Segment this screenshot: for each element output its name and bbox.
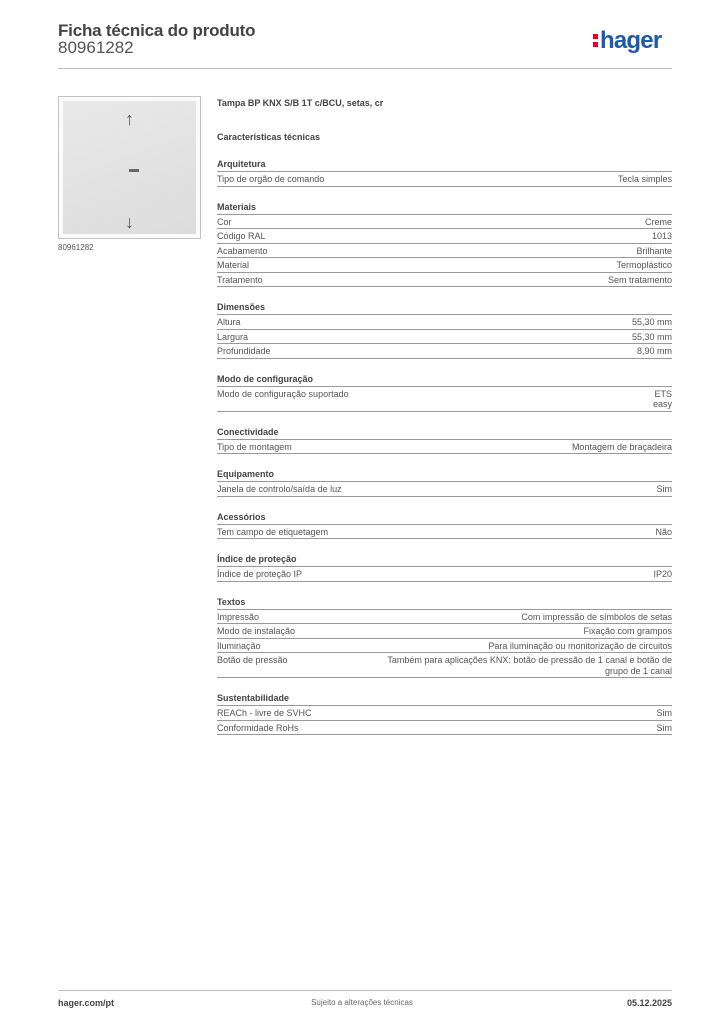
- spec-group: [217, 374, 672, 412]
- spec-value: [352, 484, 672, 495]
- spec-value: [305, 626, 672, 637]
- spec-label: Modo de instalação: [217, 626, 296, 636]
- group-title: Conectividade: [217, 427, 672, 440]
- spec-label: REACh - livre de SVHC: [217, 708, 312, 718]
- group-title: Acessórios: [217, 512, 672, 525]
- spec-label: Altura: [217, 317, 241, 327]
- footer-divider: [58, 990, 672, 991]
- group-title: Índice de proteção: [217, 554, 672, 567]
- spec-content: [217, 98, 672, 735]
- group-title: Sustentabilidade: [217, 693, 672, 706]
- spec-value: [276, 231, 672, 242]
- spec-row: [217, 610, 672, 625]
- spec-label: Cor: [217, 216, 232, 227]
- footer-website-link[interactable]: hager.com/pt: [58, 998, 115, 1008]
- spec-value-text: Creme: [644, 216, 672, 227]
- spec-label: Tem campo de etiquetagem: [217, 526, 329, 537]
- spec-value-text: ETS: [654, 388, 672, 399]
- spec-value: [271, 641, 672, 652]
- spec-row: [217, 721, 672, 736]
- spec-row: [217, 273, 672, 288]
- spec-value-text: Não: [655, 526, 672, 537]
- section-heading: Características técnicas: [217, 132, 321, 142]
- spec-value: [273, 275, 672, 286]
- spec-value: [278, 246, 672, 257]
- logo-dots-icon: [593, 32, 599, 48]
- spec-row: [217, 706, 672, 721]
- header-divider: [58, 68, 672, 69]
- spec-value: [242, 217, 672, 228]
- spec-label: Conformidade RoHs: [217, 722, 299, 733]
- spec-row: [217, 344, 672, 359]
- spec-row: [217, 244, 672, 259]
- spec-row: [217, 482, 672, 497]
- spec-group: [217, 202, 672, 288]
- spec-label: Tipo de orgão de comando: [217, 174, 325, 184]
- spec-value: [334, 174, 672, 185]
- group-title: Arquitetura: [217, 159, 672, 172]
- spec-value: [269, 612, 672, 623]
- spec-label: Material: [217, 260, 250, 270]
- spec-value-text: easy: [652, 399, 672, 409]
- spec-label: Índice de proteção IP: [217, 569, 303, 579]
- spec-row: [217, 258, 672, 273]
- spec-group: [217, 554, 672, 582]
- spec-row: [217, 653, 672, 678]
- spec-label: Tipo de montagem: [217, 441, 292, 452]
- spec-value: [281, 346, 672, 357]
- doc-title: Ficha técnica do produto: [58, 21, 256, 40]
- spec-row: [217, 172, 672, 187]
- logo-text: hager: [600, 27, 662, 54]
- spec-group: [217, 597, 672, 679]
- hager-logo[interactable]: [593, 27, 661, 55]
- spec-value: [309, 723, 672, 734]
- spec-group: [217, 693, 672, 735]
- spec-group: [217, 302, 672, 359]
- spec-value: [362, 655, 672, 676]
- spec-label: Impressão: [217, 611, 260, 622]
- spec-value: [251, 317, 672, 328]
- spec-row: [217, 525, 672, 540]
- spec-label: Código RAL: [217, 231, 266, 241]
- group-title: Materiais: [217, 202, 672, 215]
- spec-value-text: 55,30 mm: [631, 331, 672, 342]
- group-title: Equipamento: [217, 469, 672, 482]
- spec-label: Botão de pressão: [217, 655, 288, 665]
- spec-label: Janela de controlo/saída de luz: [217, 484, 342, 494]
- spec-value-text: 8,90 mm: [636, 346, 672, 356]
- spec-value-text: Montagem de braçadeira: [571, 441, 672, 452]
- spec-value: [359, 389, 672, 410]
- product-name: Tampa BP KNX S/B 1T c/BCU, setas, cr: [217, 98, 384, 108]
- spec-value: [302, 442, 672, 453]
- spec-value: [312, 569, 672, 580]
- spec-row: [217, 229, 672, 244]
- product-image: [58, 96, 201, 239]
- spec-value-text: Com impressão de símbolos de setas: [521, 611, 672, 622]
- spec-value-text: Tecla simples: [617, 174, 672, 184]
- spec-group: [217, 159, 672, 187]
- spec-row: [217, 440, 672, 455]
- spec-label: Modo de configuração suportado: [217, 388, 349, 399]
- spec-label: Largura: [217, 331, 249, 342]
- spec-value-text: Fixação com grampos: [583, 626, 672, 636]
- spec-group: [217, 512, 672, 540]
- spec-group: [217, 469, 672, 497]
- cover-plate: [63, 101, 196, 234]
- spec-label: Profundidade: [217, 346, 271, 356]
- image-caption: 80961282: [58, 243, 94, 252]
- spec-value-text: Sem tratamento: [607, 274, 672, 285]
- group-title: Textos: [217, 597, 672, 610]
- spec-value: [259, 260, 672, 271]
- spec-label: Acabamento: [217, 245, 268, 256]
- group-title: Modo de configuração: [217, 374, 672, 387]
- spec-row: [217, 639, 672, 654]
- spec-row: [217, 567, 672, 582]
- spec-value: [338, 527, 672, 538]
- spec-value-text: Sim: [656, 722, 672, 733]
- spec-row: [217, 387, 672, 412]
- spec-value-text: IP20: [653, 569, 672, 579]
- spec-row: [217, 624, 672, 639]
- spec-row: [217, 330, 672, 345]
- spec-value-text: 55,30 mm: [631, 317, 672, 327]
- footer-date: 05.12.2025: [626, 998, 672, 1008]
- spec-value-text: Sim: [656, 484, 672, 494]
- spec-value-text: Sim: [656, 708, 672, 718]
- arrow-up-icon: ↑: [125, 109, 134, 129]
- spec-value-text: Também para aplicações KNX: botão de pressão de 1 canal e botão de grupo de 1 canal: [387, 655, 672, 676]
- spec-label: Tratamento: [217, 274, 263, 285]
- group-title: Dimensões: [217, 302, 672, 315]
- spec-value: [322, 708, 672, 719]
- arrow-down-icon: ↓: [125, 212, 134, 232]
- spec-row: [217, 315, 672, 330]
- spec-value-text: Para iluminação ou monitorização de circuitos: [488, 640, 672, 651]
- spec-row: [217, 215, 672, 230]
- dash-icon: [129, 169, 139, 172]
- spec-value-text: 1013: [651, 231, 672, 241]
- spec-label: Iluminação: [217, 640, 261, 651]
- spec-value: [258, 332, 672, 343]
- spec-value-text: Brilhante: [636, 245, 672, 256]
- spec-group: [217, 427, 672, 455]
- product-code: 80961282: [58, 38, 134, 57]
- footer-disclaimer: Sujeito a alterações técnicas: [311, 998, 413, 1007]
- spec-groups: [217, 159, 672, 735]
- spec-value-text: Termoplástico: [616, 260, 672, 270]
